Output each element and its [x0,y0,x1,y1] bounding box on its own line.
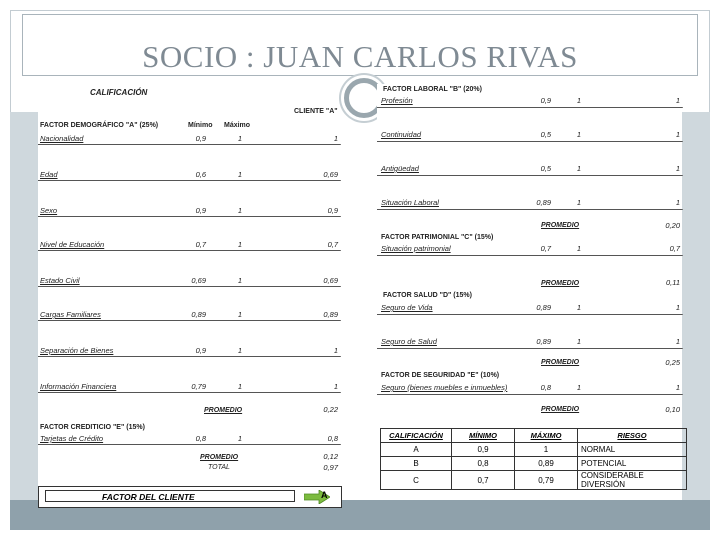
patrim-header: FACTOR PATRIMONIAL "C" (15%) [381,234,494,241]
calif-col-header: CALIFICACIÓN [381,429,452,443]
salud-row-min: 0,89 [536,337,551,346]
demo-row-max: 1 [237,240,242,249]
demo-row-value: 1 [333,346,338,355]
calif-col-header: MÁXIMO [515,429,578,443]
demo-row-max: 1 [237,170,242,179]
demo-row-value: 0,9 [327,206,338,215]
demo-promedio-value: 0,22 [323,405,338,414]
left-spreadsheet [38,84,340,484]
laboral-header: FACTOR LABORAL "B" (20%) [383,86,482,93]
calif-cell: 0,7 [452,471,515,490]
patrim-row-min: 0,7 [540,244,551,253]
factor-cliente-box [38,486,342,508]
calif-cell: C [381,471,452,490]
calif-table-row [381,457,687,471]
calif-cell: 0,8 [452,457,515,471]
laboral-row-max: 1 [576,198,581,207]
patrim-row-line [377,255,683,256]
calif-cell: NORMAL [578,443,687,457]
demo-row-min: 0,79 [191,382,206,391]
salud-promedio-label: PROMEDIO [541,359,580,366]
calif-cell: 0,79 [515,471,578,490]
calif-cell: 1 [515,443,578,457]
demo-row-line [38,392,341,393]
laboral-row-line [377,209,683,210]
credit-row-min: 0,8 [195,434,206,443]
laboral-row-min: 0,5 [540,130,551,139]
credit-row-line [38,444,341,445]
salud-promedio-value: 0,25 [665,358,680,367]
demo-row-value: 0,69 [323,276,338,285]
calif-table-header [381,429,687,443]
demo-row-min: 0,7 [195,240,206,249]
laboral-row-label: Antigüedad [381,164,419,173]
salud-row-min: 0,89 [536,303,551,312]
seg-row-value: 1 [675,383,680,392]
seg-row-label: Seguro (bienes muebles e inmuebles) [381,383,508,392]
demo-row-min: 0,69 [191,276,206,285]
credit-row-max: 1 [237,434,242,443]
demo-row-max: 1 [237,134,242,143]
laboral-row-label: Continuidad [381,130,422,139]
demo-row-min: 0,89 [191,310,206,319]
demo-row-value: 0,7 [327,240,338,249]
demo-row-line [38,216,341,217]
laboral-promedio-value: 0,20 [665,221,680,230]
demo-row-max: 1 [237,276,242,285]
demo-row-label: Nacionalidad [40,134,84,143]
laboral-row-value: 1 [675,198,680,207]
demo-row-line [38,356,341,357]
client-header: CLIENTE "A" [294,108,338,115]
calif-cell: 0,9 [452,443,515,457]
seg-promedio-label: PROMEDIO [541,406,580,413]
slide-title: SOCIO : JUAN CARLOS RIVAS [142,39,578,74]
seg-row-line [377,394,683,395]
calificacion-table [380,428,687,490]
patrim-promedio-value: 0,11 [665,278,680,287]
demo-row-label: Nivel de Educación [40,240,105,249]
demo-row-value: 0,89 [323,310,338,319]
laboral-row-line [377,141,683,142]
salud-row-max: 1 [576,303,581,312]
demo-row-label: Estado Civil [40,276,80,285]
laboral-row-max: 1 [576,164,581,173]
calificacion-title: CALIFICACIÓN [90,88,148,97]
calif-col-header: RIESGO [578,429,687,443]
demo-row-value: 1 [333,134,338,143]
total-label: TOTAL [208,464,230,471]
demo-row-label: Información Financiera [40,382,117,391]
calif-table-row [381,471,687,490]
calif-cell: POTENCIAL [578,457,687,471]
salud-row-line [377,348,683,349]
seg-row-max: 1 [576,383,581,392]
demo-row-label: Separación de Bienes [40,346,114,355]
laboral-row-value: 1 [675,164,680,173]
laboral-promedio-label: PROMEDIO [541,222,580,229]
seg-promedio-value: 0,10 [665,405,680,414]
calif-cell: 0,89 [515,457,578,471]
demo-row-value: 0,69 [323,170,338,179]
calif-col-header: MÍNIMO [452,429,515,443]
demo-row-max: 1 [237,206,242,215]
demo-row-min: 0,9 [195,206,206,215]
demo-row-min: 0,6 [195,170,206,179]
seg-row-min: 0,8 [540,383,551,392]
laboral-row-min: 0,89 [536,198,551,207]
credit-header: FACTOR CREDITICIO "E" (15%) [40,424,145,431]
demo-row-label: Edad [40,170,58,179]
demo-header: FACTOR DEMOGRÁFICO "A" (25%) [40,122,159,129]
laboral-row-max: 1 [576,96,581,105]
demo-row-min: 0,9 [195,346,206,355]
demo-row-max: 1 [237,310,242,319]
demo-row-line [38,320,341,321]
salud-row-value: 1 [675,303,680,312]
demo-row-line [38,250,341,251]
laboral-row-line [377,175,683,176]
demo-promedio-label: PROMEDIO [204,407,243,414]
patrim-promedio-label: PROMEDIO [541,280,580,287]
salud-row-value: 1 [675,337,680,346]
demo-row-line [38,180,341,181]
factor-cliente-label: FACTOR DEL CLIENTE [45,490,295,502]
laboral-row-max: 1 [576,130,581,139]
salud-row-label: Seguro de Vida [381,303,433,312]
credit-row-value: 0,8 [327,434,338,443]
calif-cell: CONSIDERABLE DIVERSIÓN [578,471,687,490]
demo-row-line [38,144,341,145]
max-header: Máximo [224,122,251,129]
laboral-row-value: 1 [675,130,680,139]
salud-row-label: Seguro de Salud [381,337,437,346]
min-header: Mínimo [188,122,213,129]
salud-row-max: 1 [576,337,581,346]
calif-cell: A [381,443,452,457]
patrim-row-max: 1 [576,244,581,253]
seg-header: FACTOR DE SEGURIDAD "E" (10%) [381,372,500,379]
demo-row-label: Cargas Familiares [40,310,101,319]
demo-row-min: 0,9 [195,134,206,143]
demo-row-value: 1 [333,382,338,391]
credit-row-label: Tarjetas de Crédito [40,434,104,443]
laboral-row-label: Situación Laboral [381,198,439,207]
salud-row-line [377,314,683,315]
laboral-row-label: Profesión [381,96,413,105]
demo-row-max: 1 [237,346,242,355]
demo-row-label: Sexo [40,206,58,215]
calif-cell: B [381,457,452,471]
laboral-row-min: 0,5 [540,164,551,173]
calif-table-row [381,443,687,457]
credit-promedio-label: PROMEDIO [200,454,239,461]
demo-row-max: 1 [237,382,242,391]
laboral-row-min: 0,9 [540,96,551,105]
laboral-row-value: 1 [675,96,680,105]
salud-header: FACTOR SALUD "D" (15%) [383,292,472,299]
left-decor-strip [10,112,38,500]
patrim-row-label: Situación patrimonial [381,244,451,253]
factor-cliente-value: A [321,490,328,500]
demo-row-line [38,286,341,287]
total-value: 0,97 [323,463,338,472]
patrim-row-value: 0,7 [669,244,680,253]
laboral-row-line [377,107,683,108]
title-box [22,14,698,76]
credit-promedio-value: 0,12 [323,452,338,461]
